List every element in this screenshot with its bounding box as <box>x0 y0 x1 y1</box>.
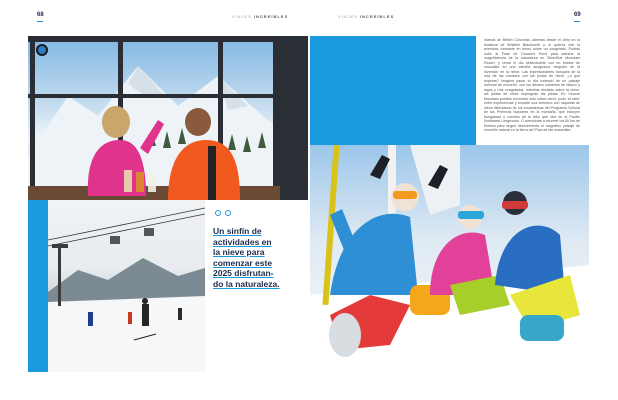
page-number-right: 69 <box>574 12 581 18</box>
running-header-left-a: VIAJES <box>232 14 252 19</box>
decorative-circle-icon <box>225 210 231 216</box>
blue-accent-bar-left <box>28 200 48 372</box>
folio-underline-left <box>37 21 43 22</box>
folio-underline-right <box>574 21 580 22</box>
chairlift-skiers-photo <box>48 200 205 372</box>
kids-in-snow-photo <box>310 145 589 357</box>
ski-lodge-window-photo <box>28 36 280 200</box>
running-header-right-a: VIAJES <box>338 14 358 19</box>
headline-line: actividades en <box>213 236 272 247</box>
running-header-right-b: INCREÍBLES <box>359 14 395 19</box>
headline-line: 2025 disfrutan- <box>213 268 274 278</box>
running-header-left <box>232 14 288 19</box>
decorative-circle-icon <box>215 210 221 216</box>
headline-line: comenzar este <box>213 257 273 268</box>
feature-headline <box>213 226 291 289</box>
running-header-right <box>338 14 394 19</box>
dark-spine-strip <box>280 36 308 200</box>
running-header-left-b: INCREÍBLES <box>253 14 289 19</box>
headline-line: la nieve para <box>213 247 265 257</box>
camera-lens-icon <box>36 44 48 56</box>
headline-line: do la naturaleza. <box>213 278 280 289</box>
drink-glasses <box>28 36 280 200</box>
kids-snow-scene <box>310 145 589 357</box>
blue-accent-block-right <box>310 36 476 145</box>
article-body-text: Islands de British Columbia, además desde el cielo en la fortaleza de Whistler Blackcomb y, si quieres vivir la aventura, tumbarte en trineo sobre un congelado. Podrás subir al Peak de Grouse's Pond para admirar la magnificencia de la naturaleza en SilverStar Mountain Resort, y cenar el día deslizándote con un fondue de chocolate en una cabaña acogedora después de la diversión en la nieve. Las impresionantes bosques de la ruta de las cumbres con las pistas de nieve, ¿a qué esperas? Imagina pasar tu día rodeado de un paisaje invernal de ensueño, con los árboles cubiertos de blanco y lagos y ríos congelados, mientras deslizas sobre la nieve, las pistas de nieve impregnan las pistas. En Grouse Mountain puedes encontrar esto sobre nieve, junto 'al cielo' entre experiencias y tomarte una aventura con raquetas de nieve disfrutando de los ecosistemas del Programa Cultural de las Primeras Naciones en la montaña, que incluyen bungalows y cuentos de la tribu que vive en el Pacific Northwest Longhouse. O aventúrate a recorrer los 80 km de tirolesa para seguir descubriendo el magnífico paisaje de ensueño natural en la tierra del 'País de las maravillas'. <box>484 38 580 132</box>
headline-line: Un sinfín de <box>213 226 262 236</box>
chairlift-scene <box>48 200 205 372</box>
page-number-left: 68 <box>37 12 44 18</box>
